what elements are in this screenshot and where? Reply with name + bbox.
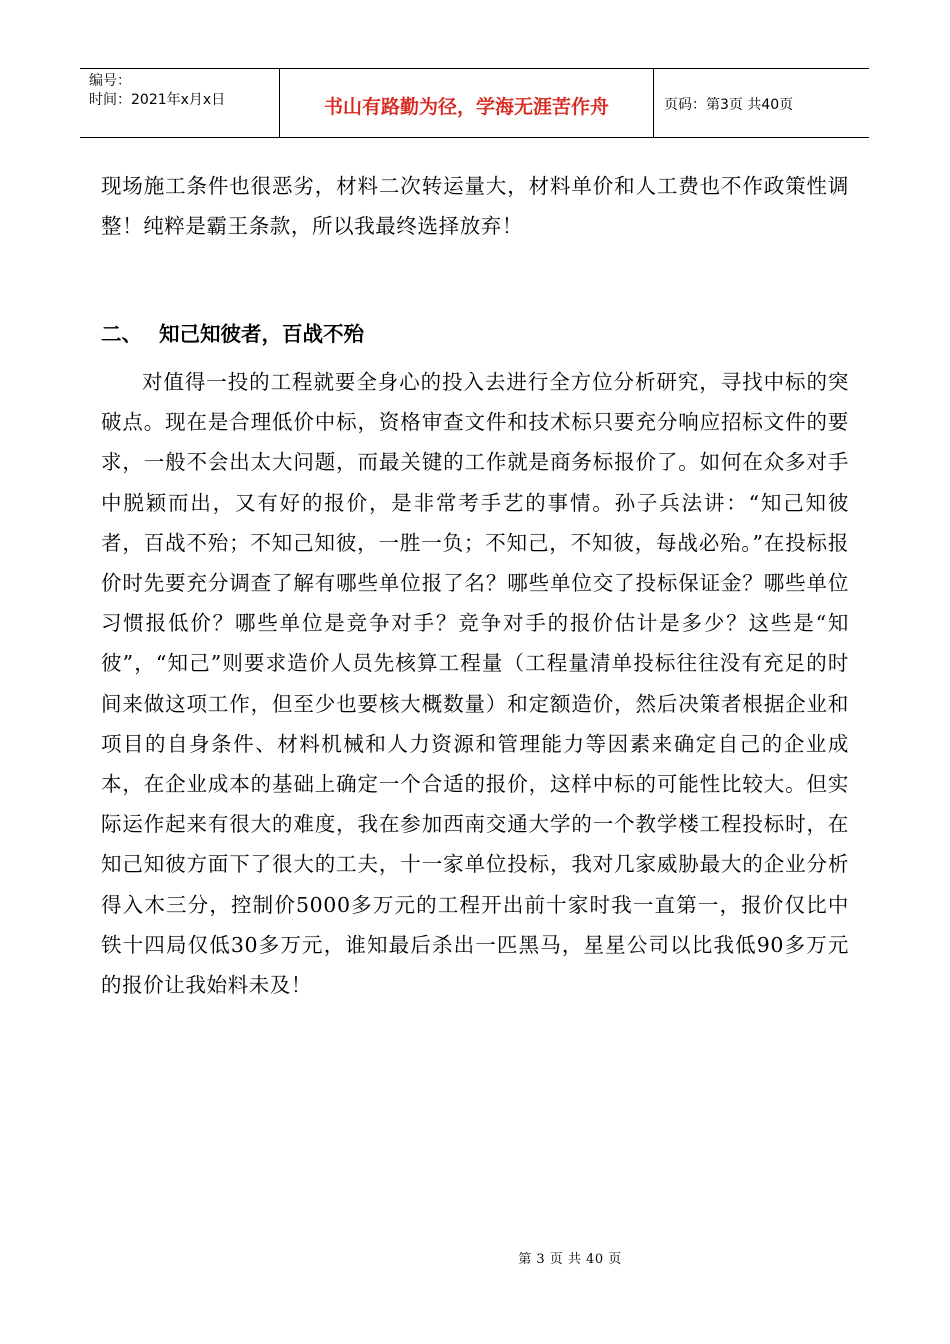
header-number-label: 编号：: [89, 73, 131, 89]
intro-block: [101, 166, 849, 246]
section-number: 二、: [101, 322, 142, 346]
document-header: [80, 68, 869, 138]
section-body: [101, 362, 849, 1005]
main-paragraph: 对值得一投的工程就要全身心的投入去进行全方位分析研究，寻找中标的突破点。现在是合理低价中标，资格审查文件和技术标只要充分响应招标文件的要求，一般不会出太大问题，而最关键的工作就是商务标报价了。如何在众多对手中脱颖而出，又有好的报价，是非常考手艺的事情。孙子兵法讲：“知己知彼者，百战不殆；不知己知彼，一胜一负；不知己，不知彼，每战必殆。”在投标报价时先要充分调查了解有哪些单位报了名？哪些单位交了投标保证金？哪些单位习惯报低价？哪些单位是竞争对手？竞争对手的报价估计是多少？这些是“知彼”，“知己”则要求造价人员先核算工程量（工程量清单投标往往没有充足的时间来做这项工作，但至少也要核大概数量）和定额造价，然后决策者根据企业和项目的自身条件、材料机械和人力资源和管理能力等因素来确定自己的企业成本，在企业成本的基础上确定一个合适的报价，这样中标的可能性比较大。但实际运作起来有很大的难度，我在参加西南交通大学的一个教学楼工程投标时，在知己知彼方面下了很大的工夫，十一家单位投标，我对几家威胁最大的企业分析得入木三分，控制价5000多万元的工程开出前十家时我一直第一，报价仅比中铁十四局仅低30多万元，谁知最后杀出一匹黑马，星星公司以比我低90多万元的报价让我始料未及！: [101, 370, 849, 998]
section-heading: [101, 314, 364, 354]
header-motto: 书山有路勤为径，学海无涯苦作舟: [280, 69, 654, 137]
header-time-label: 时间：2021年x月x日: [89, 92, 226, 108]
header-page-info: 页码：第3页 共40页: [664, 97, 794, 113]
page-footer: 第 3 页 共 40 页: [518, 1252, 622, 1267]
section-title: 知己知彼者，百战不殆: [159, 322, 364, 346]
header-meta: [80, 69, 280, 137]
intro-paragraph: 现场施工条件也很恶劣，材料二次转运量大，材料单价和人工费也不作政策性调整！纯粹是霸王条款，所以我最终选择放弃！: [101, 174, 849, 238]
